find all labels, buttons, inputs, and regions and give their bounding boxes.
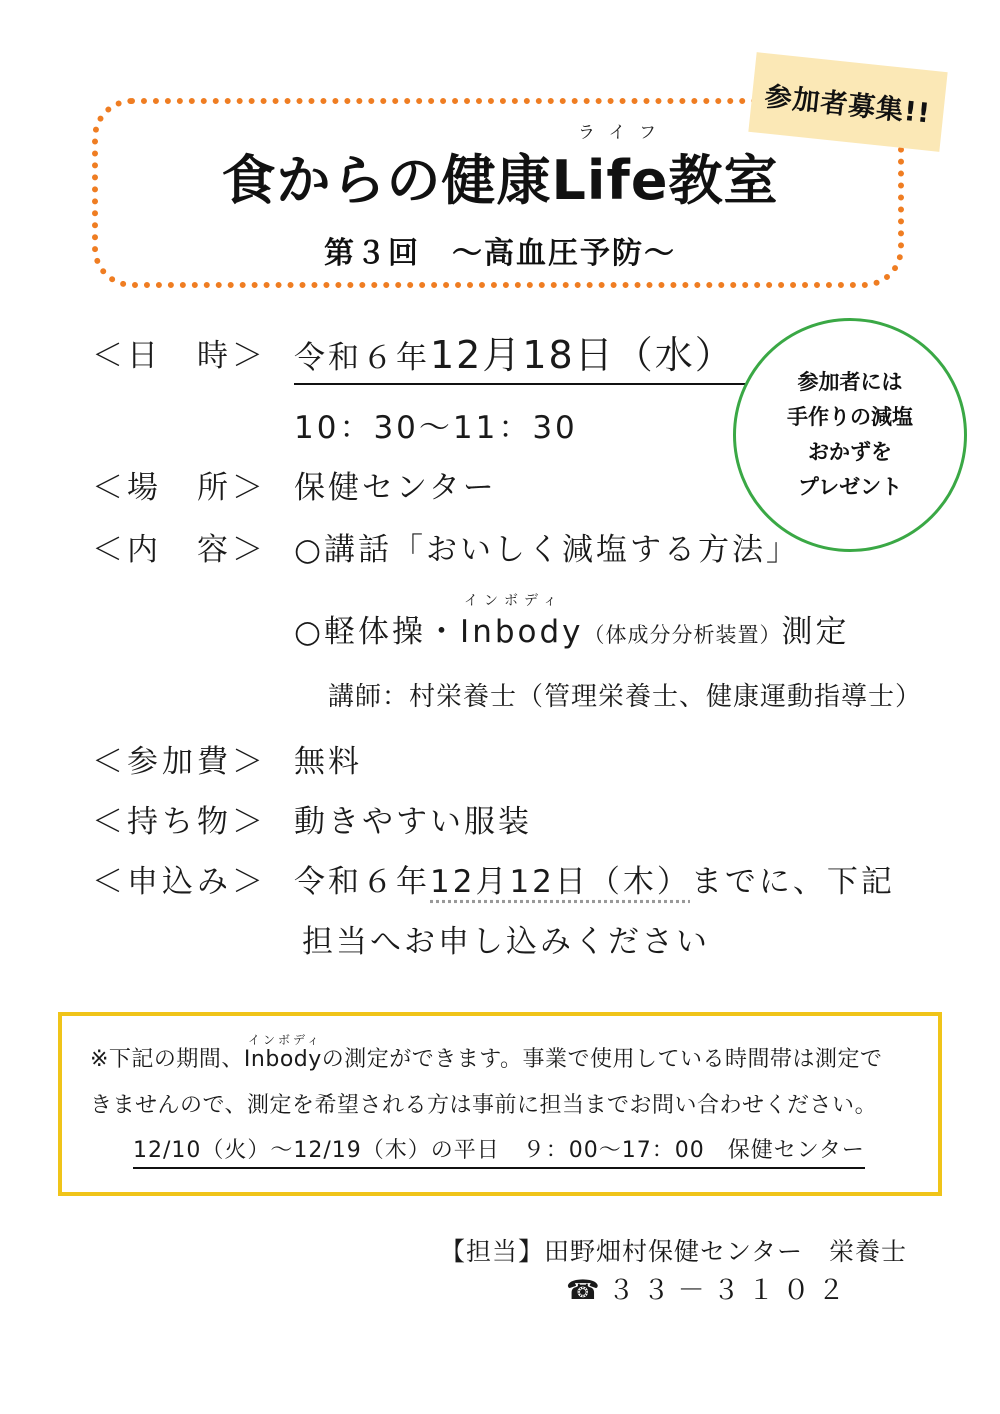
place-label: ＜場 所＞ <box>92 470 267 506</box>
apply-label: ＜申込み＞ <box>92 864 267 900</box>
fee-label: ＜参加費＞ <box>92 744 267 780</box>
notice-line-1: ※下記の期間、Inbodyの測定ができます。事業で使用している時間帯は測定で <box>90 1047 883 1072</box>
title-ruby: ライフ <box>578 123 670 143</box>
contact-phone: ☎３３－３１０２ <box>566 1275 853 1306</box>
fee-value: 無料 <box>294 744 362 780</box>
contact-person: 【担当】田野畑村保健センター 栄養士 <box>440 1237 908 1266</box>
notice-period: 12/10（火）～12/19（木）の平日 ９：00～17：00 保健センター <box>133 1133 865 1169</box>
apply-line2: 担当へお申し込みください <box>302 924 710 960</box>
circle-line: プレゼント <box>797 475 903 499</box>
circle-line: 手作りの減塩 <box>787 405 913 429</box>
apply-line1 <box>294 856 895 901</box>
exercise-suffix: 測定 <box>781 614 850 650</box>
items-value: 動きやすい服装 <box>294 804 532 840</box>
apply-era: 令和６年 <box>294 864 430 900</box>
page-subtitle: 第３回 ～高血圧予防～ <box>324 236 676 271</box>
lecturer: 講師：村栄養士（管理栄養士、健康運動指導士） <box>328 682 923 712</box>
exercise-paren: （体成分分析装置） <box>583 623 782 647</box>
notice-line-2: きませんので、測定を希望される方は事前に担当までお問い合わせください。 <box>90 1093 878 1118</box>
datetime-time: 10：30～11：30 <box>294 410 578 446</box>
content-item-lecture: ○講話「おいしく減塩する方法」 <box>294 532 801 568</box>
items-label: ＜持ち物＞ <box>92 804 267 840</box>
content-label: ＜内 容＞ <box>92 532 267 568</box>
apply-deadline: 12月12日（木） <box>430 864 691 900</box>
content-item-exercise <box>294 606 850 651</box>
datetime-era: 令和６年 <box>294 340 430 376</box>
apply-suffix: までに、下記 <box>690 864 895 900</box>
datetime-value <box>294 324 746 385</box>
notice-ruby: インボディ <box>248 1033 323 1047</box>
gift-circle <box>733 318 967 552</box>
datetime-label: ＜日 時＞ <box>92 338 267 374</box>
circle-line: 参加者には <box>797 370 903 394</box>
page-title: 食からの健康Life教室 <box>221 149 779 212</box>
datetime-date: 12月18日（水） <box>430 333 735 377</box>
inbody-ruby: インボディ <box>464 593 563 609</box>
exercise-prefix: ○軽体操・Inbody <box>294 614 584 650</box>
circle-line: おかずを <box>808 440 892 464</box>
recruitment-badge: 参加者募集!! <box>748 52 947 152</box>
place-value: 保健センター <box>294 470 497 506</box>
